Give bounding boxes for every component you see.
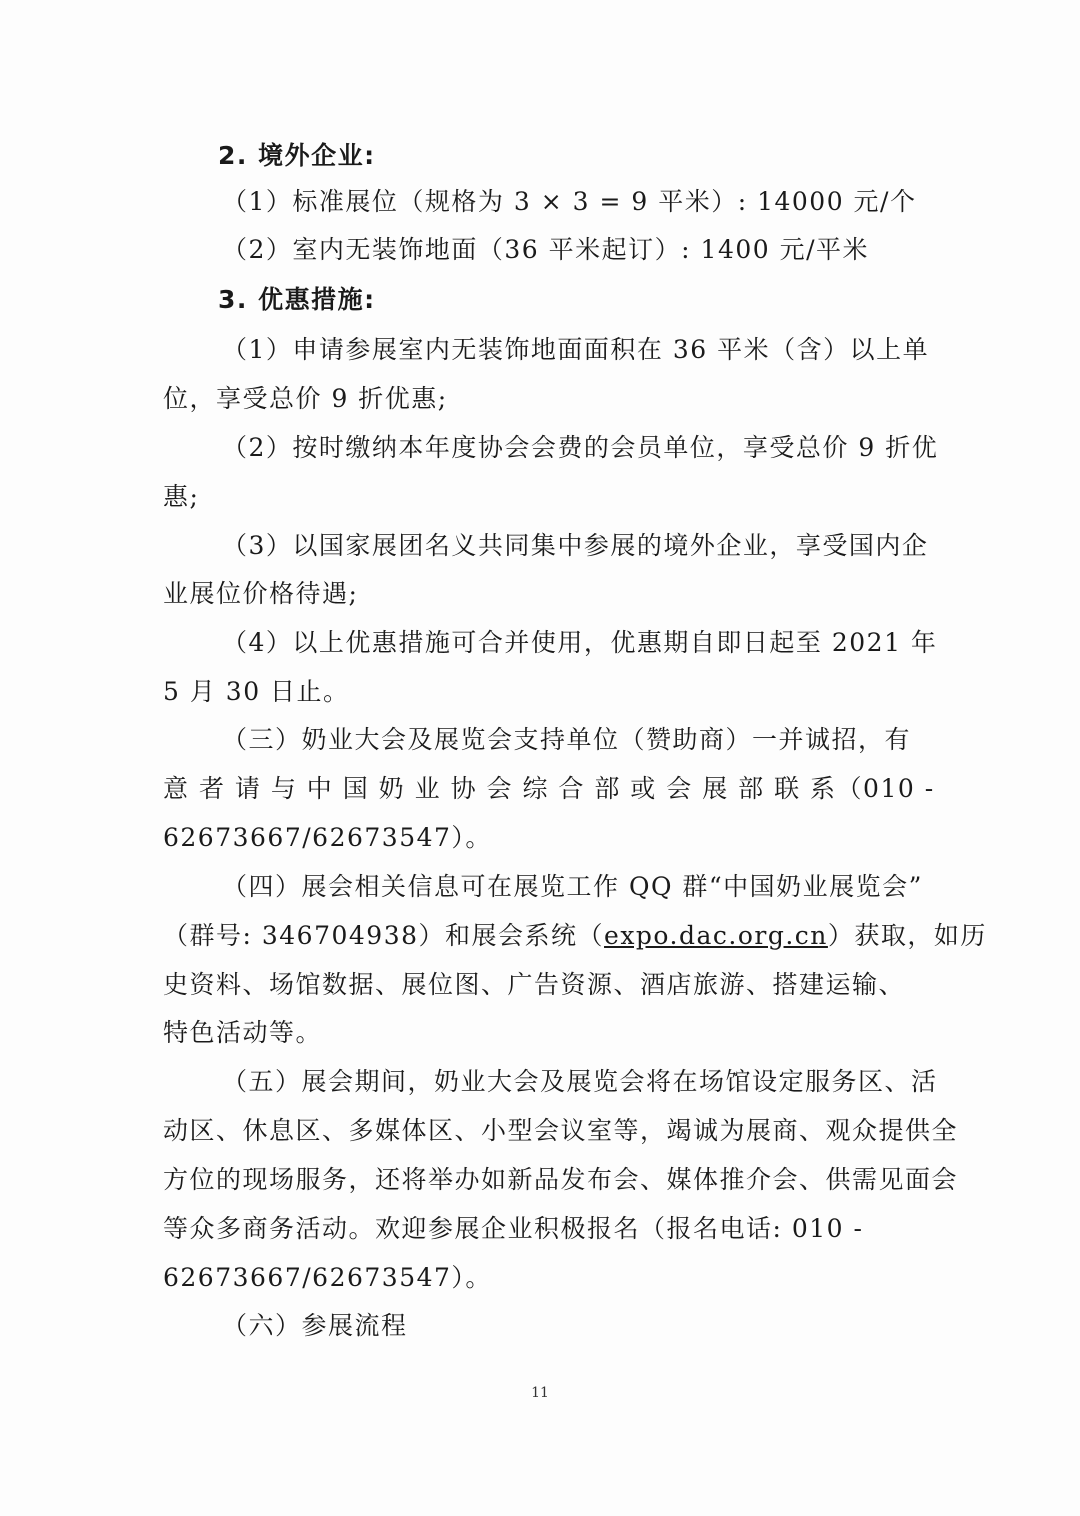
text-line: 史资料、场馆数据、展位图、广告资源、酒店旅游、搭建运输、 [163, 970, 906, 999]
text-line: （六）参展流程 [222, 1311, 408, 1340]
text-line: 等众多商务活动。欢迎参展企业积极报名（报名电话: 010 - [163, 1214, 864, 1243]
page-number: 11 [531, 1385, 549, 1401]
text-line [163, 920, 987, 952]
text-line: （2）按时缴纳本年度协会会费的会员单位，享受总价 9 折优 [222, 433, 939, 462]
expo-website-link[interactable]: expo.dac.org.cn [604, 921, 828, 950]
text-segment: ）获取，如历 [827, 921, 987, 950]
text-line: 62673667/62673547）。 [163, 823, 492, 852]
text-line: 位，享受总价 9 折优惠; [163, 384, 448, 413]
text-line: （1）标准展位（规格为 3 × 3 = 9 平米）: 14000 元/个 [222, 187, 917, 216]
heading-overseas-enterprises: 2. 境外企业: [218, 141, 376, 170]
heading-discount-measures: 3. 优惠措施: [218, 285, 376, 314]
text-line: 意 者 请 与 中 国 奶 业 协 会 综 合 部 或 会 展 部 联 系（010 - [163, 774, 935, 803]
text-line: 62673667/62673547）。 [163, 1263, 492, 1292]
text-line: （4）以上优惠措施可合并使用，优惠期自即日起至 2021 年 [222, 628, 938, 657]
text-line: 特色活动等。 [163, 1018, 323, 1047]
text-line: 5 月 30 日止。 [163, 677, 350, 706]
text-line: （2）室内无装饰地面（36 平米起订）: 1400 元/平米 [222, 235, 870, 264]
text-line: 惠; [163, 482, 200, 511]
text-line: （三）奶业大会及展览会支持单位（赞助商）一并诚招，有 [222, 725, 912, 754]
text-segment: （群号: 346704938）和展会系统（ [163, 921, 605, 950]
text-line: 方位的现场服务，还将举办如新品发布会、媒体推介会、供需见面会 [163, 1165, 959, 1194]
text-line: 动区、休息区、多媒体区、小型会议室等，竭诚为展商、观众提供全 [163, 1116, 959, 1145]
text-line: 业展位价格待遇; [163, 579, 359, 608]
text-line: （3）以国家展团名义共同集中参展的境外企业，享受国内企 [222, 531, 929, 560]
text-line: （四）展会相关信息可在展览工作 QQ 群“中国奶业展览会” [222, 872, 923, 901]
text-line: （五）展会期间，奶业大会及展览会将在场馆设定服务区、活 [222, 1067, 938, 1096]
text-line: （1）申请参展室内无装饰地面面积在 36 平米（含）以上单 [222, 335, 930, 364]
